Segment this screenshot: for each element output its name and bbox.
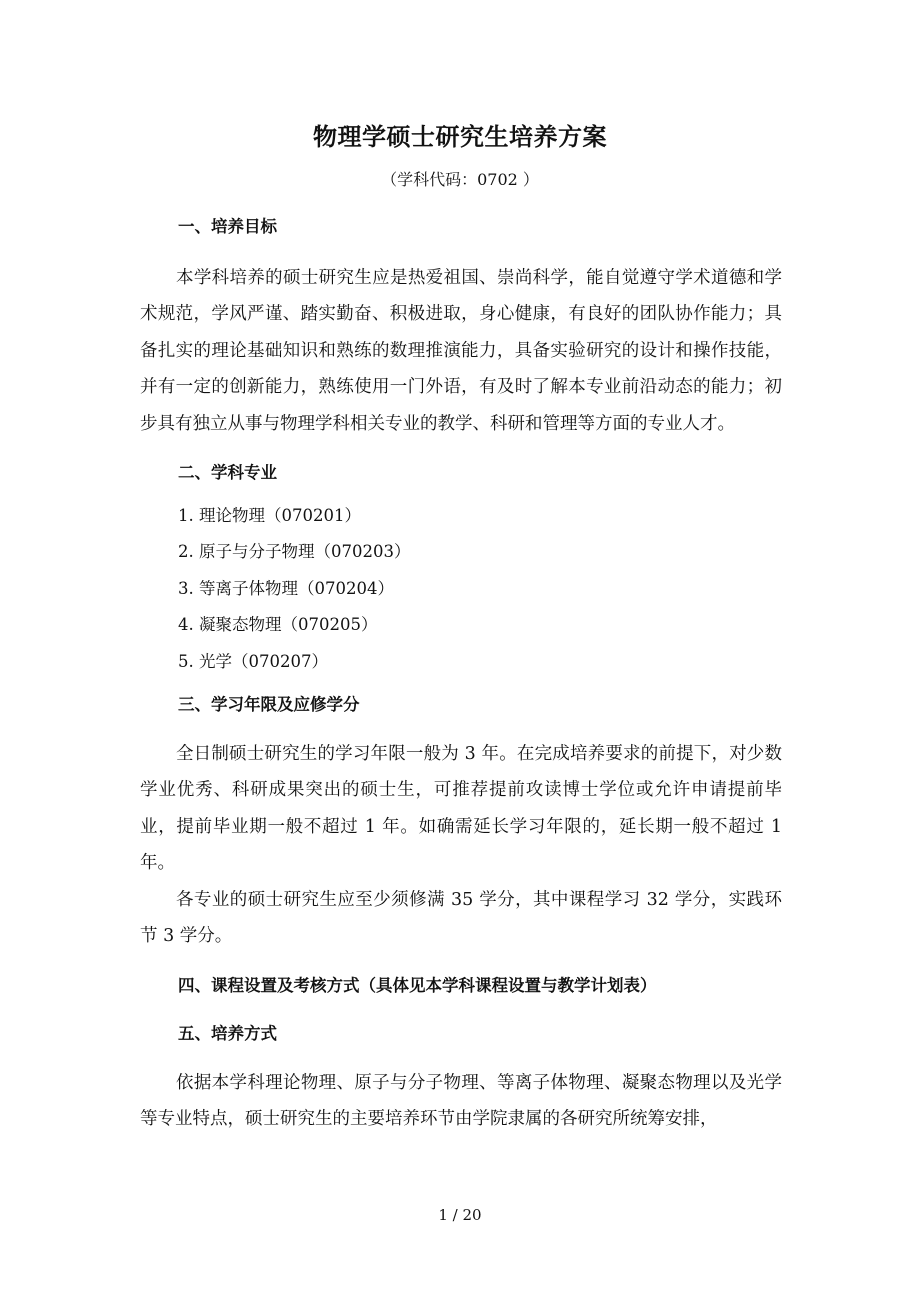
section-heading-training: 五、培养方式	[178, 1023, 277, 1043]
majors-list	[140, 498, 782, 680]
duration-paragraph: 全日制硕士研究生的学习年限一般为 3 年。在完成培养要求的前提下，对少数学业优秀、科研成果突出的硕士生，可推荐提前攻读博士学位或允许申请提前毕业，提前毕业期一般不超过 1 年。如确需延长学习年限的，延长期一般不超过 1 年。	[140, 744, 782, 874]
section-heading-majors: 二、学科专业	[178, 463, 277, 483]
credits-paragraph: 各专业的硕士研究生应至少须修满 35 学分，其中课程学习 32 学分，实践环节 3 学分。	[140, 889, 782, 947]
page-title: 物理学硕士研究生培养方案	[313, 123, 607, 151]
goal-paragraph: 本学科培养的硕士研究生应是热爱祖国、崇尚科学，能自觉遵守学术道德和学术规范，学风严谨、踏实勤奋、积极进取，身心健康，有良好的团队协作能力；具备扎实的理论基础知识和熟练的数理推演能力，具备实验研究的设计和操作技能，并有一定的创新能力，熟练使用一门外语，有及时了解本专业前沿动态的能力；初步具有独立从事与物理学科相关专业的教学、科研和管理等方面的专业人才。	[140, 268, 782, 434]
section-heading-goal: 一、培养目标	[178, 217, 277, 236]
document-body	[140, 210, 782, 1137]
page-number: 1 / 20	[438, 1206, 482, 1224]
list-item: 1. 理论物理（070201）	[178, 506, 361, 526]
list-item: 4. 凝聚态物理（070205）	[178, 615, 378, 635]
subject-code: （学科代码：0702 ）	[381, 170, 539, 189]
training-paragraph: 依据本学科理论物理、原子与分子物理、等离子体物理、凝聚态物理以及光学等专业特点，硕士研究生的主要培养环节由学院隶属的各研究所统筹安排，	[140, 1072, 782, 1129]
list-item: 5. 光学（070207）	[178, 651, 328, 671]
section-heading-duration: 三、学习年限及应修学分	[178, 695, 360, 715]
section-heading-courses: 四、课程设置及考核方式（具体见本学科课程设置与教学计划表）	[178, 975, 657, 995]
list-item: 3. 等离子体物理（070204）	[178, 578, 394, 598]
list-item: 2. 原子与分子物理（070203）	[178, 542, 411, 562]
